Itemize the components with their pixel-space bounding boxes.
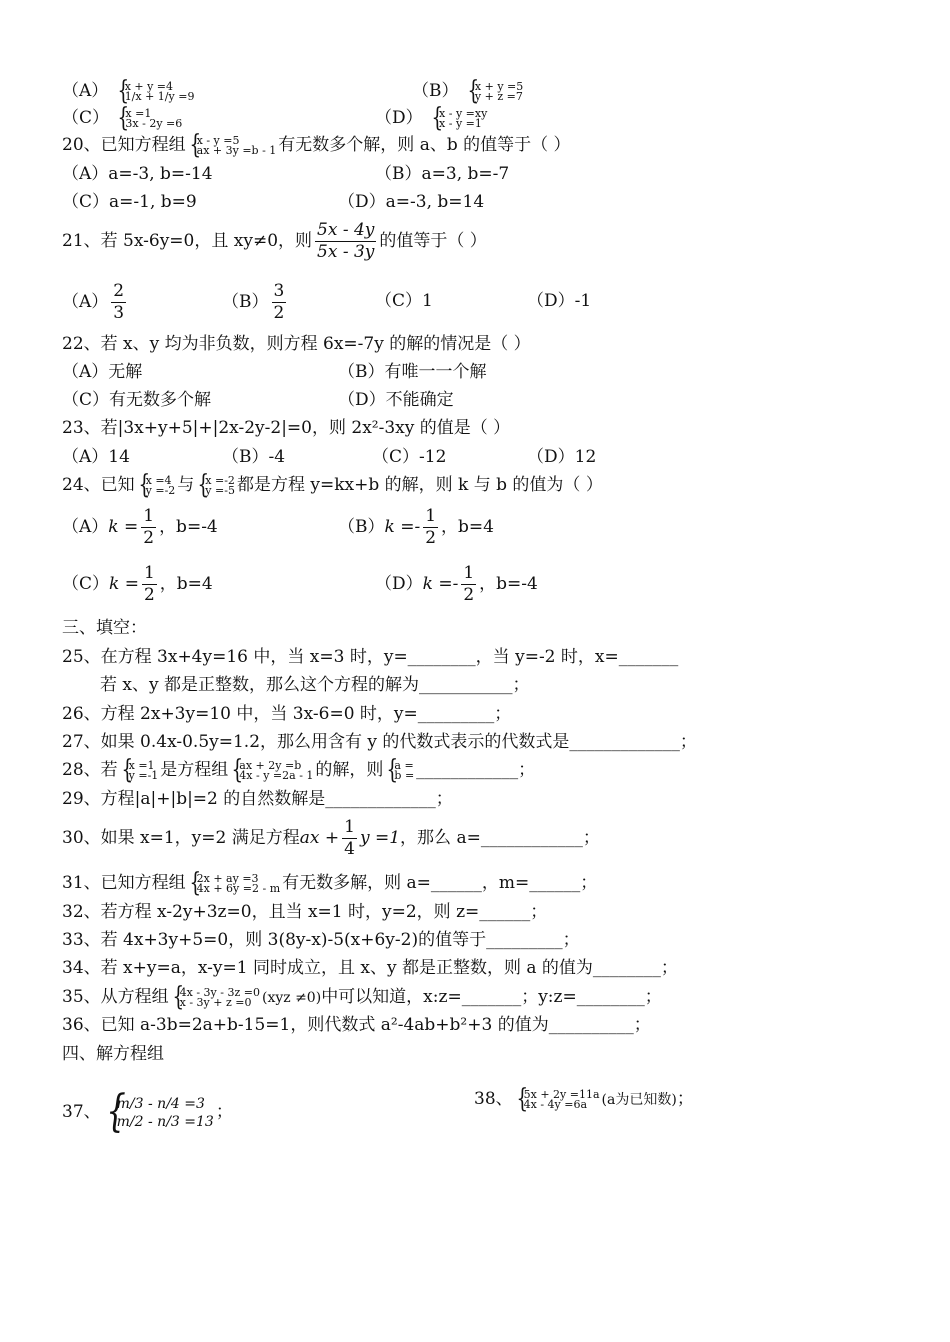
option-label: （B） — [412, 81, 459, 101]
question-text: 都是方程 y=kx+b 的解，则 k 与 b 的值为（ ） — [236, 475, 603, 495]
equation-row: { x =-2 — [205, 473, 235, 487]
option-label: （B） — [222, 292, 269, 312]
math-text: ，b=-4 — [479, 574, 538, 594]
q21-option-c: （C）1 — [375, 291, 433, 311]
fraction — [342, 817, 357, 860]
option-label: （D） — [375, 574, 423, 594]
numerator: 1 — [143, 563, 155, 583]
q24-option-c — [62, 562, 213, 606]
option-label: （B） — [338, 517, 385, 537]
q37 — [62, 1090, 233, 1134]
q19-option-a — [62, 80, 196, 102]
q25-line1: 25、在方程 3x+4y=16 中，当 x=3 时，y=________，当 y=-2 时，x=_______ — [62, 647, 679, 667]
math-text: k = — [108, 517, 139, 537]
equation-row: m/2 - n/3 =13 — [116, 1113, 214, 1130]
math-text: k =- — [422, 574, 459, 594]
q19-option-c — [62, 107, 184, 129]
math-text: k =- — [384, 517, 421, 537]
equation-row: b = — [394, 768, 415, 782]
denominator: 5x - 3y — [317, 242, 375, 262]
question-text: 有无数多个解，则 a、b 的值等于（ ） — [278, 135, 571, 155]
q23-option-c: （C）-12 — [372, 447, 447, 467]
q36-stem: 36、已知 a-3b=2a+b-15=1，则代数式 a²-4ab+b²+3 的值为__________； — [62, 1015, 651, 1035]
question-text: 的值等于（ ） — [379, 231, 487, 251]
equation-row: 4x + 6y =2 - m — [196, 881, 281, 895]
q21-option-d: （D）-1 — [527, 291, 592, 311]
equation-system — [196, 473, 235, 497]
question-text: 24、已知 — [62, 475, 135, 495]
equation-row: x - 3y + z =0 — [179, 995, 252, 1009]
question-number: 38、 — [474, 1089, 513, 1109]
equation-row: y =-5 — [205, 483, 235, 497]
denominator: 3 — [113, 303, 125, 323]
denominator: 4 — [344, 839, 355, 859]
q23-option-b: （B）-4 — [222, 447, 286, 467]
q23-stem: 23、若|3x+y+5|+|2x-2y-2|=0，则 2x²-3xy 的值是（ ） — [62, 418, 511, 438]
math-text: ，b=-4 — [159, 517, 218, 537]
question-text: 21、若 5x-6y=0，且 xy≠0，则 — [62, 231, 313, 251]
q19-option-d — [375, 107, 489, 129]
equation-system — [171, 985, 260, 1009]
equation-system — [116, 106, 183, 130]
fraction — [141, 506, 156, 549]
question-text: 20、已知方程组 — [62, 135, 186, 155]
equation-row: { x =4 — [145, 473, 172, 487]
equation-row: { 5x + 2y =11a — [523, 1087, 600, 1101]
fraction — [111, 281, 126, 324]
option-label: （D） — [375, 108, 423, 128]
equation-system — [137, 473, 176, 497]
equation-row: ax + 3y =b - 1 — [196, 143, 277, 157]
question-text: 是方程组 — [160, 760, 229, 780]
q21-option-a — [62, 280, 129, 324]
equation-row: 3x - 2y =6 — [125, 116, 183, 130]
q23-option-a: （A）14 — [62, 447, 130, 467]
q22-option-c: （C）有无数多个解 — [62, 390, 212, 410]
question-text: 28、若 — [62, 760, 118, 780]
condition-text: (a为已知数) — [601, 1092, 677, 1108]
q22-option-a: （A）无解 — [62, 362, 143, 382]
numerator: 1 — [425, 506, 437, 526]
equation-row: { x + y =5 — [474, 79, 524, 93]
equation-row: 4x - 4y =6a — [523, 1097, 588, 1111]
fraction — [272, 281, 287, 324]
equation-row: { x =1 — [128, 758, 155, 772]
punctuation: ； — [215, 1102, 233, 1122]
q20-option-a: （A）a=-3, b=-14 — [62, 164, 213, 184]
numerator: 2 — [113, 281, 125, 301]
equation-system — [188, 133, 277, 157]
q23-option-d: （D）12 — [527, 447, 597, 467]
equation-system — [430, 106, 488, 130]
fraction — [461, 563, 476, 606]
q28-stem — [62, 759, 535, 781]
equation-row: 4x - y =2a - 1 — [239, 768, 314, 782]
equation-system — [188, 871, 281, 895]
q21-option-b — [222, 280, 289, 324]
equation-row: y =-2 — [145, 483, 176, 497]
question-text: 中可以知道，x:z=_______；y:z=________； — [321, 987, 662, 1007]
option-label: （C） — [62, 108, 110, 128]
numerator: 5x - 4y — [317, 220, 375, 240]
fraction — [142, 563, 157, 606]
math-text: ax + — [299, 828, 340, 848]
equation-system — [116, 79, 195, 103]
answer-system — [385, 758, 415, 782]
section-heading-fill-in: 三、填空： — [62, 618, 147, 638]
option-label: （A） — [62, 517, 109, 537]
numerator: 1 — [143, 506, 155, 526]
math-text: y =1 — [359, 828, 401, 848]
q27-stem: 27、如果 0.4x-0.5y=1.2，那么用含有 y 的代数式表示的代数式是_____________； — [62, 732, 697, 752]
equation-row: y =-1 — [128, 768, 159, 782]
option-label: （A） — [62, 81, 109, 101]
q29-stem: 29、方程|a|+|b|=2 的自然数解是_____________； — [62, 789, 453, 809]
q31-stem — [62, 872, 597, 894]
equation-system — [120, 758, 159, 782]
equation-row: { 4x - 3y - 3z =0 — [179, 985, 260, 999]
equation-row: { 2x + ay =3 — [196, 871, 259, 885]
q24-option-a — [62, 505, 218, 549]
math-text: ，b=4 — [441, 517, 494, 537]
q20-option-d: （D）a=-3, b=14 — [338, 192, 485, 212]
question-text: ，那么 a=____________； — [400, 828, 600, 848]
equation-row: { x =1 — [125, 106, 152, 120]
q20-option-c: （C）a=-1, b=9 — [62, 192, 197, 212]
fraction — [315, 220, 376, 263]
fraction — [423, 506, 438, 549]
numerator: 1 — [344, 817, 355, 837]
q30-stem — [62, 816, 600, 860]
equation-row: y + z =7 — [474, 89, 523, 103]
q24-option-b — [338, 505, 494, 549]
q22-stem: 22、若 x、y 均为非负数，则方程 6x=-7y 的解的情况是（ ） — [62, 334, 531, 354]
equation-row: { x - y =xy — [439, 106, 488, 120]
denominator: 2 — [143, 528, 155, 548]
equation-system — [230, 758, 314, 782]
math-text: k = — [109, 574, 139, 594]
q24-stem — [62, 474, 603, 496]
equation-row: { a = — [394, 758, 414, 772]
q34-stem: 34、若 x+y=a，x-y=1 同时成立，且 x、y 都是正整数，则 a 的值为________； — [62, 958, 678, 978]
equation-system — [466, 79, 524, 103]
math-text: ，b=4 — [159, 574, 213, 594]
denominator: 2 — [143, 585, 155, 605]
question-text: 31、已知方程组 — [62, 873, 186, 893]
condition-text: (xyz ≠0) — [261, 990, 322, 1006]
denominator: 2 — [425, 528, 437, 548]
question-text: 30、如果 x=1，y=2 满足方程 — [62, 828, 300, 848]
q22-option-b: （B）有唯一一个解 — [338, 362, 487, 382]
equation-system — [515, 1087, 600, 1111]
numerator: 3 — [273, 281, 285, 301]
punctuation: ； — [676, 1089, 694, 1109]
equation-row: x - y =1 — [439, 116, 482, 130]
equation-row: 1/x + 1/y =9 — [124, 89, 195, 103]
denominator: 2 — [273, 303, 285, 323]
q20-option-b: （B）a=3, b=-7 — [375, 164, 510, 184]
denominator: 2 — [463, 585, 475, 605]
q32-stem: 32、若方程 x-2y+3z=0，且当 x=1 时，y=2，则 z=______； — [62, 902, 548, 922]
equation-system — [103, 1095, 214, 1131]
numerator: 1 — [463, 563, 475, 583]
q38 — [474, 1088, 694, 1111]
q22-option-d: （D）不能确定 — [338, 390, 454, 410]
option-label: （C） — [62, 574, 110, 594]
answer-blank[interactable]: ____________； — [416, 760, 536, 780]
question-text: 35、从方程组 — [62, 987, 169, 1007]
option-label: （A） — [62, 292, 109, 312]
question-text: 有无数多解，则 a=______，m=______； — [282, 873, 598, 893]
equation-row: { x - y =5 — [196, 133, 240, 147]
question-text: 与 — [177, 475, 195, 495]
equation-row: { m/3 - n/4 =3 — [116, 1095, 205, 1112]
q20-stem — [62, 134, 571, 156]
q26-stem: 26、方程 2x+3y=10 中，当 3x-6=0 时，y=_________； — [62, 704, 512, 724]
equation-row: { x + y =4 — [124, 79, 174, 93]
q24-option-d — [375, 562, 538, 606]
q33-stem: 33、若 4x+3y+5=0，则 3(8y-x)-5(x+6y-2)的值等于_________； — [62, 930, 580, 950]
question-text: 的解，则 — [315, 760, 384, 780]
section-heading-solve-systems: 四、解方程组 — [62, 1044, 164, 1064]
q19-option-b — [412, 80, 525, 102]
question-number: 37、 — [62, 1102, 101, 1122]
q21-stem — [62, 219, 487, 263]
q25-line2: 若 x、y 都是正整数，那么这个方程的解为___________； — [100, 675, 530, 695]
equation-row: { ax + 2y =b — [239, 758, 302, 772]
q35-stem — [62, 986, 662, 1009]
